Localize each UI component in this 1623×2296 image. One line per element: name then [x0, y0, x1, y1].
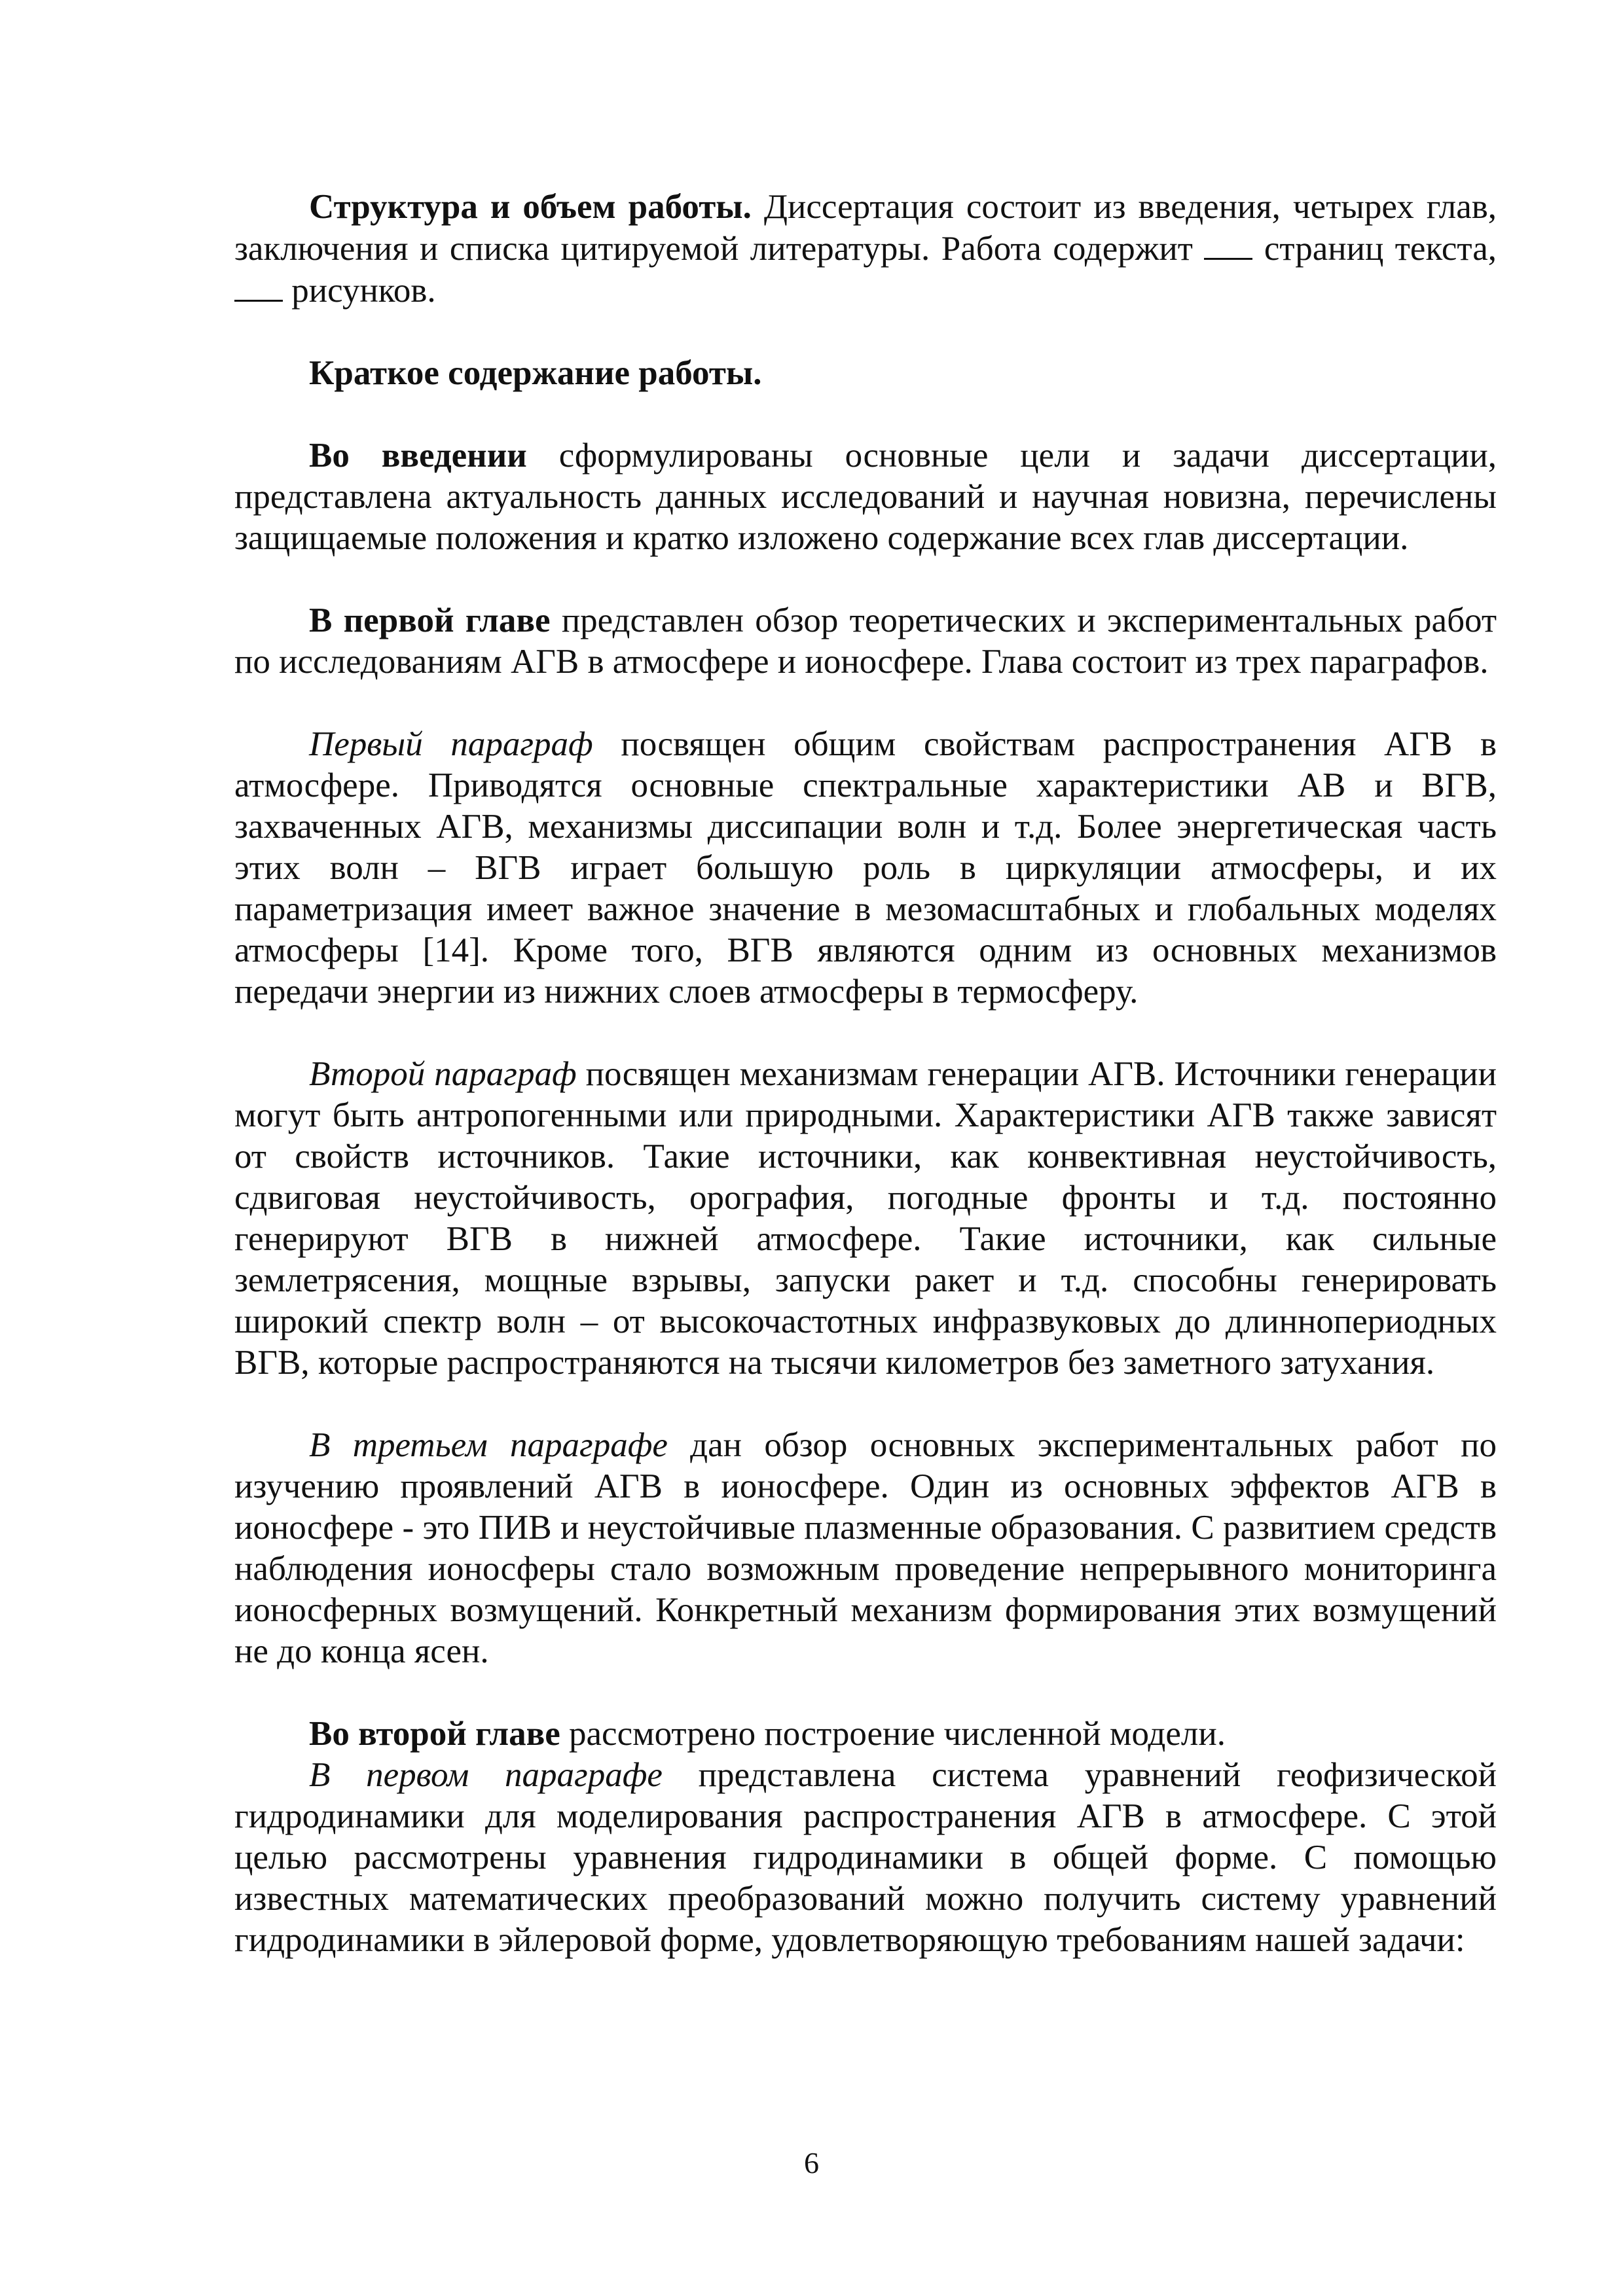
introduction-paragraph	[234, 435, 1497, 559]
chapter2-paragraph1-text: представлена система уравнений геофизической гидродинамики для моделирования распространения АГВ в атмосфере. С этой целью рассмотрены уравнения гидродинамики в общей форме. С помощью известных математических преобразований можно получить систему уравнений гидродинамики в эйлеровой форме, удовлетворяющую требованиям нашей задачи:	[234, 1756, 1497, 1959]
page-number: 6	[804, 2146, 819, 2179]
structure-heading: Структура и объем работы.	[309, 188, 752, 226]
structure-paragraph	[234, 187, 1497, 312]
chapter2-paragraph1-paragraph	[234, 1755, 1497, 1961]
figures-count-blank	[234, 270, 283, 302]
pages-count-blank	[1204, 228, 1252, 260]
chapter2-paragraph1-lead: В первом параграфе	[309, 1756, 663, 1794]
chapter1-lead: В первой главе	[309, 601, 551, 639]
chapter2-paragraph	[234, 1713, 1497, 1755]
summary-heading: Краткое содержание работы.	[309, 354, 762, 392]
structure-text-2: страниц текста,	[1252, 230, 1497, 268]
paragraph3-paragraph	[234, 1425, 1497, 1672]
paragraph2-lead: Второй параграф	[309, 1055, 577, 1093]
chapter1-paragraph	[234, 600, 1497, 683]
paragraph3-text: дан обзор основных экспериментальных работ по изучению проявлений АГВ в ионосфере. Один из основных эффектов АГВ в ионосфере - это ПИВ и неустойчивые плазменные образования. С развитием средств наблюдения ионосферы стало возможным проведение непрерывного мониторинга ионосферных возмущений. Конкретный механизм формирования этих возмущений не до конца ясен.	[234, 1426, 1497, 1670]
introduction-lead: Во введении	[309, 437, 527, 475]
chapter2-lead: Во второй главе	[309, 1715, 560, 1753]
paragraph2-text: посвящен механизмам генерации АГВ. Источники генерации могут быть антропогенными или природными. Характеристики АГВ также зависят от свойств источников. Такие источники, как конвективная неустойчивость, сдвиговая неустойчивость, орография, погодные фронты и т.д. постоянно генерируют ВГВ в нижней атмосфере. Такие источники, как сильные землетрясения, мощные взрывы, запуски ракет и т.д. способны генерировать широкий спектр волн – от высокочастотных инфразвуковых до длиннопериодных ВГВ, которые распространяются на тысячи километров без заметного затухания.	[234, 1055, 1497, 1382]
introduction-text: сформулированы основные цели и задачи диссертации, представлена актуальность данных исследований и научная новизна, перечислены защищаемые положения и кратко изложено содержание всех глав диссертации.	[234, 437, 1497, 557]
paragraph2-paragraph	[234, 1054, 1497, 1384]
document-page	[234, 187, 1497, 1961]
paragraph1-text: посвящен общим свойствам распространения АГВ в атмосфере. Приводятся основные спектральные характеристики АВ и ВГВ, захваченных АГВ, механизмы диссипации волн и т.д. Более энергетическая часть этих волн – ВГВ играет большую роль в циркуляции атмосферы, и их параметризация имеет важное значение в мезомасштабных и глобальных моделях атмосферы [14]. Кроме того, ВГВ являются одним из основных механизмов передачи энергии из нижних слоев атмосферы в термосферу.	[234, 725, 1497, 1011]
structure-text-3: рисунков.	[283, 272, 436, 310]
paragraph1-paragraph	[234, 724, 1497, 1013]
paragraph3-lead: В третьем параграфе	[309, 1426, 668, 1464]
chapter2-text: рассмотрено построение численной модели.	[560, 1715, 1226, 1753]
structure-text-1: Диссертация состоит из введения, четырех глав, заключения и списка цитируемой литературы. Работа содержит	[234, 188, 1497, 268]
paragraph1-lead: Первый параграф	[309, 725, 593, 763]
chapter1-text: представлен обзор теоретических и экспериментальных работ по исследованиям АГВ в атмосфере и ионосфере. Глава состоит из трех параграфов.	[234, 601, 1497, 681]
